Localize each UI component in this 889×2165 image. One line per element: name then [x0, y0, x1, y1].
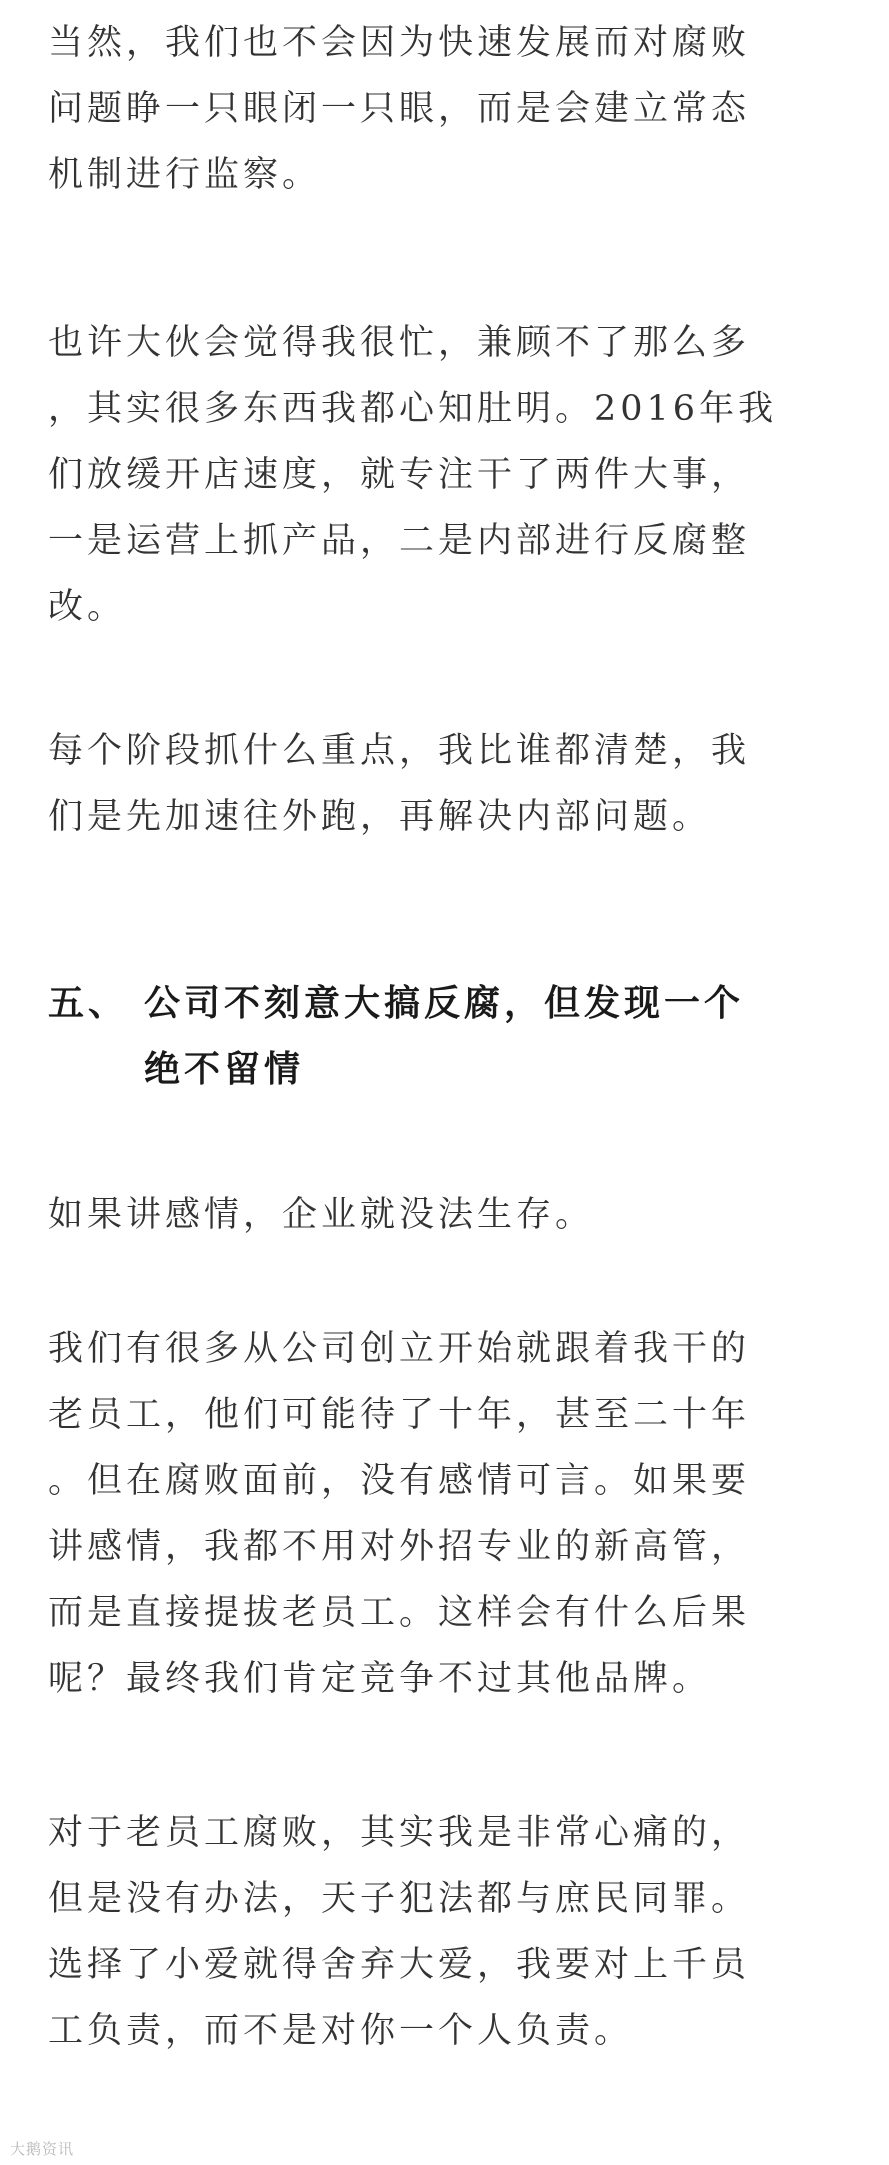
watermark-text: 大鹅资讯	[10, 2140, 75, 2158]
paragraph-2: 也许大伙会觉得我很忙，兼顾不了那么多 ，其实很多东西我都心知肚明。2016年我 们放缓开店速度，就专注干了两件大事， 一是运营上抓产品，二是内部进行反腐整 改。	[48, 323, 778, 627]
paragraph-4: 如果讲感情，企业就没法生存。	[48, 1195, 595, 1235]
paragraph-5: 我们有很多从公司创立开始就跟着我干的 老员工，他们可能待了十年，甚至二十年 。但在腐败面前，没有感情可言。如果要 讲感情，我都不用对外招专业的新高管， 而是直接提拔老员工。这样会有什么后果 呢？最终我们肯定竞争不过其他品牌。	[48, 1329, 751, 1699]
paragraph-6: 对于老员工腐败，其实我是非常心痛的， 但是没有办法，天子犯法都与庶民同罪。 选择了小爱就得舍弃大爱，我要对上千员 工负责，而不是对你一个人负责。	[48, 1813, 751, 2051]
section-heading	[48, 970, 858, 1102]
watermark	[10, 2138, 74, 2159]
section-heading-line1: 公司不刻意大搞反腐，但发现一个	[144, 982, 745, 1024]
paragraph-3: 每个阶段抓什么重点，我比谁都清楚，我 们是先加速往外跑，再解决内部问题。	[48, 731, 751, 837]
section-heading-line2: 绝不留情	[144, 1048, 305, 1090]
paragraph-1: 当然，我们也不会因为快速发展而对腐败 问题睁一只眼闭一只眼，而是会建立常态 机制进行监察。	[48, 23, 751, 195]
section-number: 五、	[48, 982, 129, 1024]
